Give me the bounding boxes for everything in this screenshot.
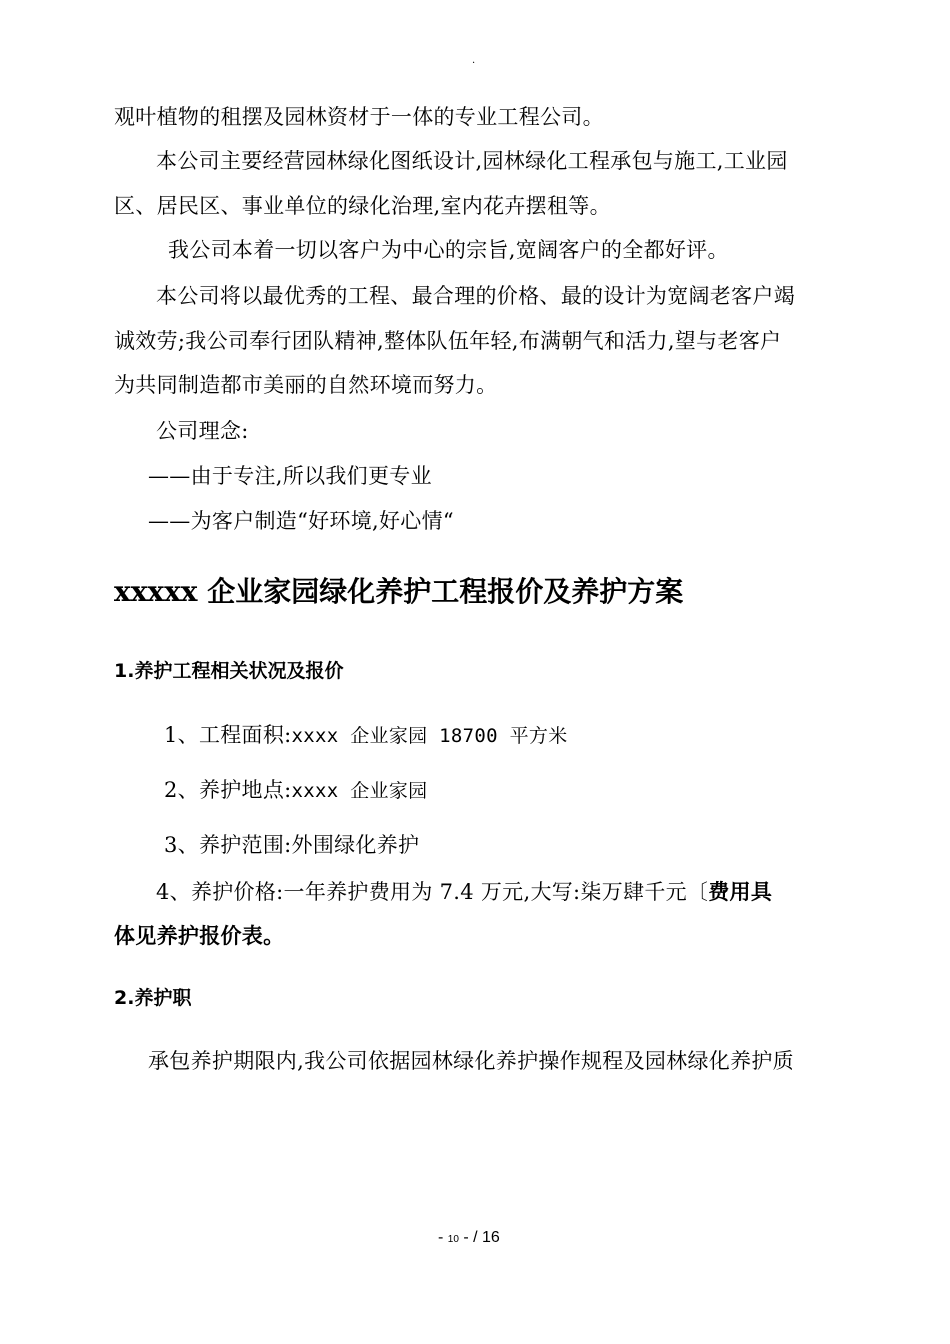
paragraph-service-line3: 为共同制造都市美丽的自然环境而努力。 [114,373,498,397]
paragraph-service-line1: 本公司将以最优秀的工程、最合理的价格、最的设计为宽阔老客户竭 [156,284,795,308]
section1-item-price-line2: 体见养护报价表。 [114,923,285,948]
section1-item-scope: 3、养护范围:外围绿化养护 [164,833,420,857]
paragraph-business-line1: 本公司主要经营园林绿化图纸设计,园林绿化工程承包与施工,工业园 [156,149,788,173]
paragraph-service-line2: 诚效劳;我公司奉行团队精神,整体队伍年轻,布满朝气和活力,望与老客户 [114,329,782,353]
item-area-value: xxxx 企业家园 18700 平方米 [291,725,568,747]
section2-heading: 2.养护职 [114,987,192,1009]
concept-item-2: ——为客户制造“好环境,好心情“ [148,509,454,533]
section1-item-area [164,722,568,749]
section2-paragraph-line1: 承包养护期限内,我公司依据园林绿化养护操作规程及园林绿化养护质 [148,1049,794,1073]
item-area-label: 1、工程面积: [164,723,292,747]
item-price-text: 4、养护价格:一年养护费用为 7.4 万元,大写:柒万肆千元〔 [156,880,709,904]
concept-label: 公司理念: [156,419,249,443]
section1-item-location [164,777,427,804]
paragraph-purpose-line: 我公司本着一切以客户为中心的宗旨,宽阔客户的全都好评。 [168,238,729,262]
section1-heading: 1.养护工程相关状况及报价 [114,660,344,682]
item-price-bold: 费用具 [708,879,773,904]
document-title: xxxxx 企业家园绿化养护工程报价及养护方案 [114,575,684,608]
item-location-value: xxxx 企业家园 [291,780,428,802]
section1-item-price-line1 [156,879,772,905]
page-footer [438,1228,500,1250]
concept-item-1: ——由于专注,所以我们更专业 [148,464,432,488]
item-location-label: 2、养护地点: [164,778,292,802]
footer-suffix: - / 16 [458,1229,500,1246]
paragraph-business-line2: 区、居民区、事业单位的绿化治理,室内花卉摆租等。 [114,194,611,218]
footer-prefix: - [438,1229,448,1246]
header-dot: . [472,55,476,66]
footer-page-number: 10 [447,1234,459,1245]
paragraph-intro-line: 观叶植物的租摆及园林资材于一体的专业工程公司。 [114,105,604,129]
